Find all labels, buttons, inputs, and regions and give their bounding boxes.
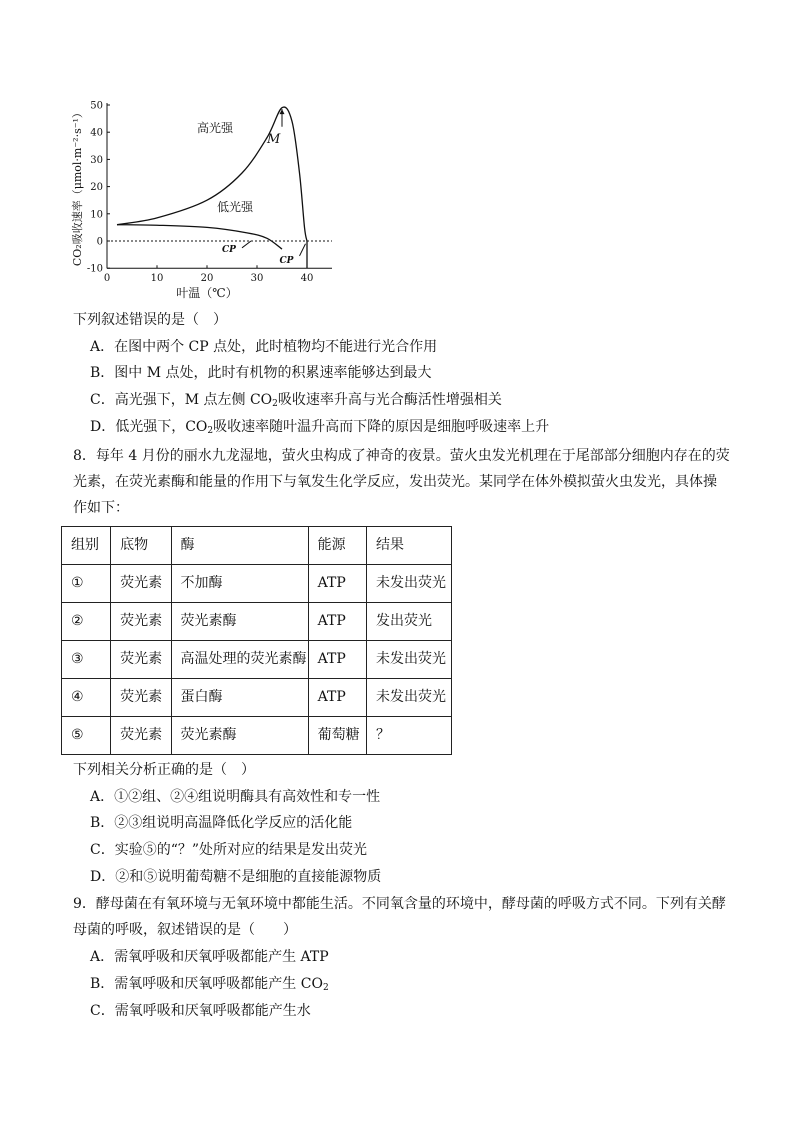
q9-option-b-sub: 2 xyxy=(322,983,329,993)
q7-option-d xyxy=(90,419,549,437)
table-row xyxy=(62,641,452,679)
y-tick-label: -10 xyxy=(86,263,103,275)
table-cell: 高温处理的荧光素酶 xyxy=(171,641,308,679)
x-tick-label: 30 xyxy=(250,273,264,285)
q7-option-b: B．图中 M 点处，此时有机物的积累速率能够达到最大 xyxy=(90,365,432,381)
y-tick-label: 40 xyxy=(90,127,103,139)
table-cell: 未发出荧光 xyxy=(367,565,452,603)
x-axis-label: 叶温（℃） xyxy=(176,286,238,301)
table-cell: ATP xyxy=(308,641,366,679)
header-energy: 能源 xyxy=(308,527,366,565)
q7-option-c-post: 吸收速率升高与光合酶活性增强相关 xyxy=(277,392,502,408)
header-substrate: 底物 xyxy=(111,527,171,565)
table-cell: 荧光素 xyxy=(111,679,171,717)
co2-absorption-chart xyxy=(70,90,340,300)
cp-high-arrow xyxy=(300,244,306,256)
table-row xyxy=(62,603,452,641)
table-row xyxy=(62,717,452,755)
q7-option-c-pre: C．高光强下，M 点左侧 CO xyxy=(90,392,273,408)
q7-stem: 下列叙述错误的是（ ） xyxy=(73,312,227,328)
table-cell: 未发出荧光 xyxy=(367,641,452,679)
label-m-point: M xyxy=(267,132,281,148)
y-axis-label: CO₂吸收速率（μmol·m⁻²·s⁻¹） xyxy=(71,107,84,267)
q8-text-line-1: 8．每年 4 月份的丽水九龙湿地，萤火虫构成了神奇的夜景。萤火虫发光机理在于尾部部分细胞内存在的荧 xyxy=(73,448,730,464)
header-enzyme: 酶 xyxy=(171,527,308,565)
cp-low-arrow xyxy=(242,241,251,248)
table-cell: 荧光素酶 xyxy=(171,717,308,755)
y-tick-label: 0 xyxy=(96,236,103,248)
table-cell: ATP xyxy=(308,565,366,603)
q8-option-b: B．②③组说明高温降低化学反应的活化能 xyxy=(90,815,353,831)
label-cp-low: CP xyxy=(222,244,236,255)
q9-text-line-2: 母菌的呼吸，叙述错误的是（ ） xyxy=(73,922,297,938)
q8-stem: 下列相关分析正确的是（ ） xyxy=(73,762,255,778)
q7-option-d-post: 吸收速率随叶温升高而下降的原因是细胞呼吸速率上升 xyxy=(213,419,550,435)
table-cell: ⑤ xyxy=(62,717,111,755)
table-cell: ② xyxy=(62,603,111,641)
q9-option-a: A．需氧呼吸和厌氧呼吸都能产生 ATP xyxy=(90,949,329,965)
table-cell: ATP xyxy=(308,679,366,717)
header-result: 结果 xyxy=(367,527,452,565)
table-cell: ③ xyxy=(62,641,111,679)
q7-option-d-pre: D．低光强下，CO xyxy=(90,419,208,435)
low-light-curve xyxy=(117,225,282,249)
table-header-row xyxy=(62,527,452,565)
label-cp-high: CP xyxy=(279,255,294,266)
q9-option-b-pre: B．需氧呼吸和厌氧呼吸都能产生 CO xyxy=(90,976,323,992)
table-cell: 荧光素酶 xyxy=(171,603,308,641)
table-cell: 荧光素 xyxy=(111,603,171,641)
q7-option-d-sub: 2 xyxy=(207,426,214,436)
q7-option-c xyxy=(90,392,502,410)
y-tick-label: 10 xyxy=(90,209,103,221)
q7-option-a: A．在图中两个 CP 点处，此时植物均不能进行光合作用 xyxy=(90,339,438,355)
table-cell: ？ xyxy=(367,717,452,755)
q8-option-a: A．①②组、②④组说明酶具有高效性和专一性 xyxy=(90,789,381,805)
y-tick-label: 50 xyxy=(90,100,103,112)
table-cell: 荧光素 xyxy=(111,565,171,603)
experiment-table xyxy=(61,526,452,755)
q9-text-line-1: 9．酵母菌在有氧环境与无氧环境中都能生活。不同氧含量的环境中，酵母菌的呼吸方式不同。下列有关酵 xyxy=(73,896,726,912)
table-cell: ④ xyxy=(62,679,111,717)
q8-text-line-2: 光素，在荧光素酶和能量的作用下与氧发生化学反应，发出荧光。某同学在体外模拟萤火虫发光，具体操 xyxy=(73,474,717,490)
q7-option-c-sub: 2 xyxy=(272,399,278,409)
x-tick-label: 20 xyxy=(200,273,214,285)
x-tick-label: 40 xyxy=(300,273,314,285)
q8-option-c: C．实验⑤的“？”处所对应的结果是发出荧光 xyxy=(90,842,368,858)
table-cell: 荧光素 xyxy=(111,641,171,679)
label-high-light: 高光强 xyxy=(197,121,234,136)
table-cell: 荧光素 xyxy=(111,717,171,755)
y-tick-label: 30 xyxy=(90,154,103,166)
header-group: 组别 xyxy=(62,527,111,565)
x-tick-label: 10 xyxy=(150,273,164,285)
chart-svg xyxy=(70,90,340,300)
q9-option-c: C．需氧呼吸和厌氧呼吸都能产生水 xyxy=(90,1003,311,1019)
table-cell: 不加酶 xyxy=(171,565,308,603)
q8-text-line-3: 作如下： xyxy=(73,500,129,516)
table-cell: ATP xyxy=(308,603,366,641)
x-tick-label: 0 xyxy=(103,273,111,285)
label-low-light: 低光强 xyxy=(217,200,254,215)
q9-option-b xyxy=(90,976,329,994)
table-cell: 葡萄糖 xyxy=(308,717,366,755)
table-row xyxy=(62,565,452,603)
table-cell: 蛋白酶 xyxy=(171,679,308,717)
table-cell: 未发出荧光 xyxy=(367,679,452,717)
y-tick-label: 20 xyxy=(90,182,103,194)
q8-option-d: D．②和⑤说明葡萄糖不是细胞的直接能源物质 xyxy=(90,869,382,885)
table-row xyxy=(62,679,452,717)
table-cell: 发出荧光 xyxy=(367,603,452,641)
table-cell: ① xyxy=(62,565,111,603)
